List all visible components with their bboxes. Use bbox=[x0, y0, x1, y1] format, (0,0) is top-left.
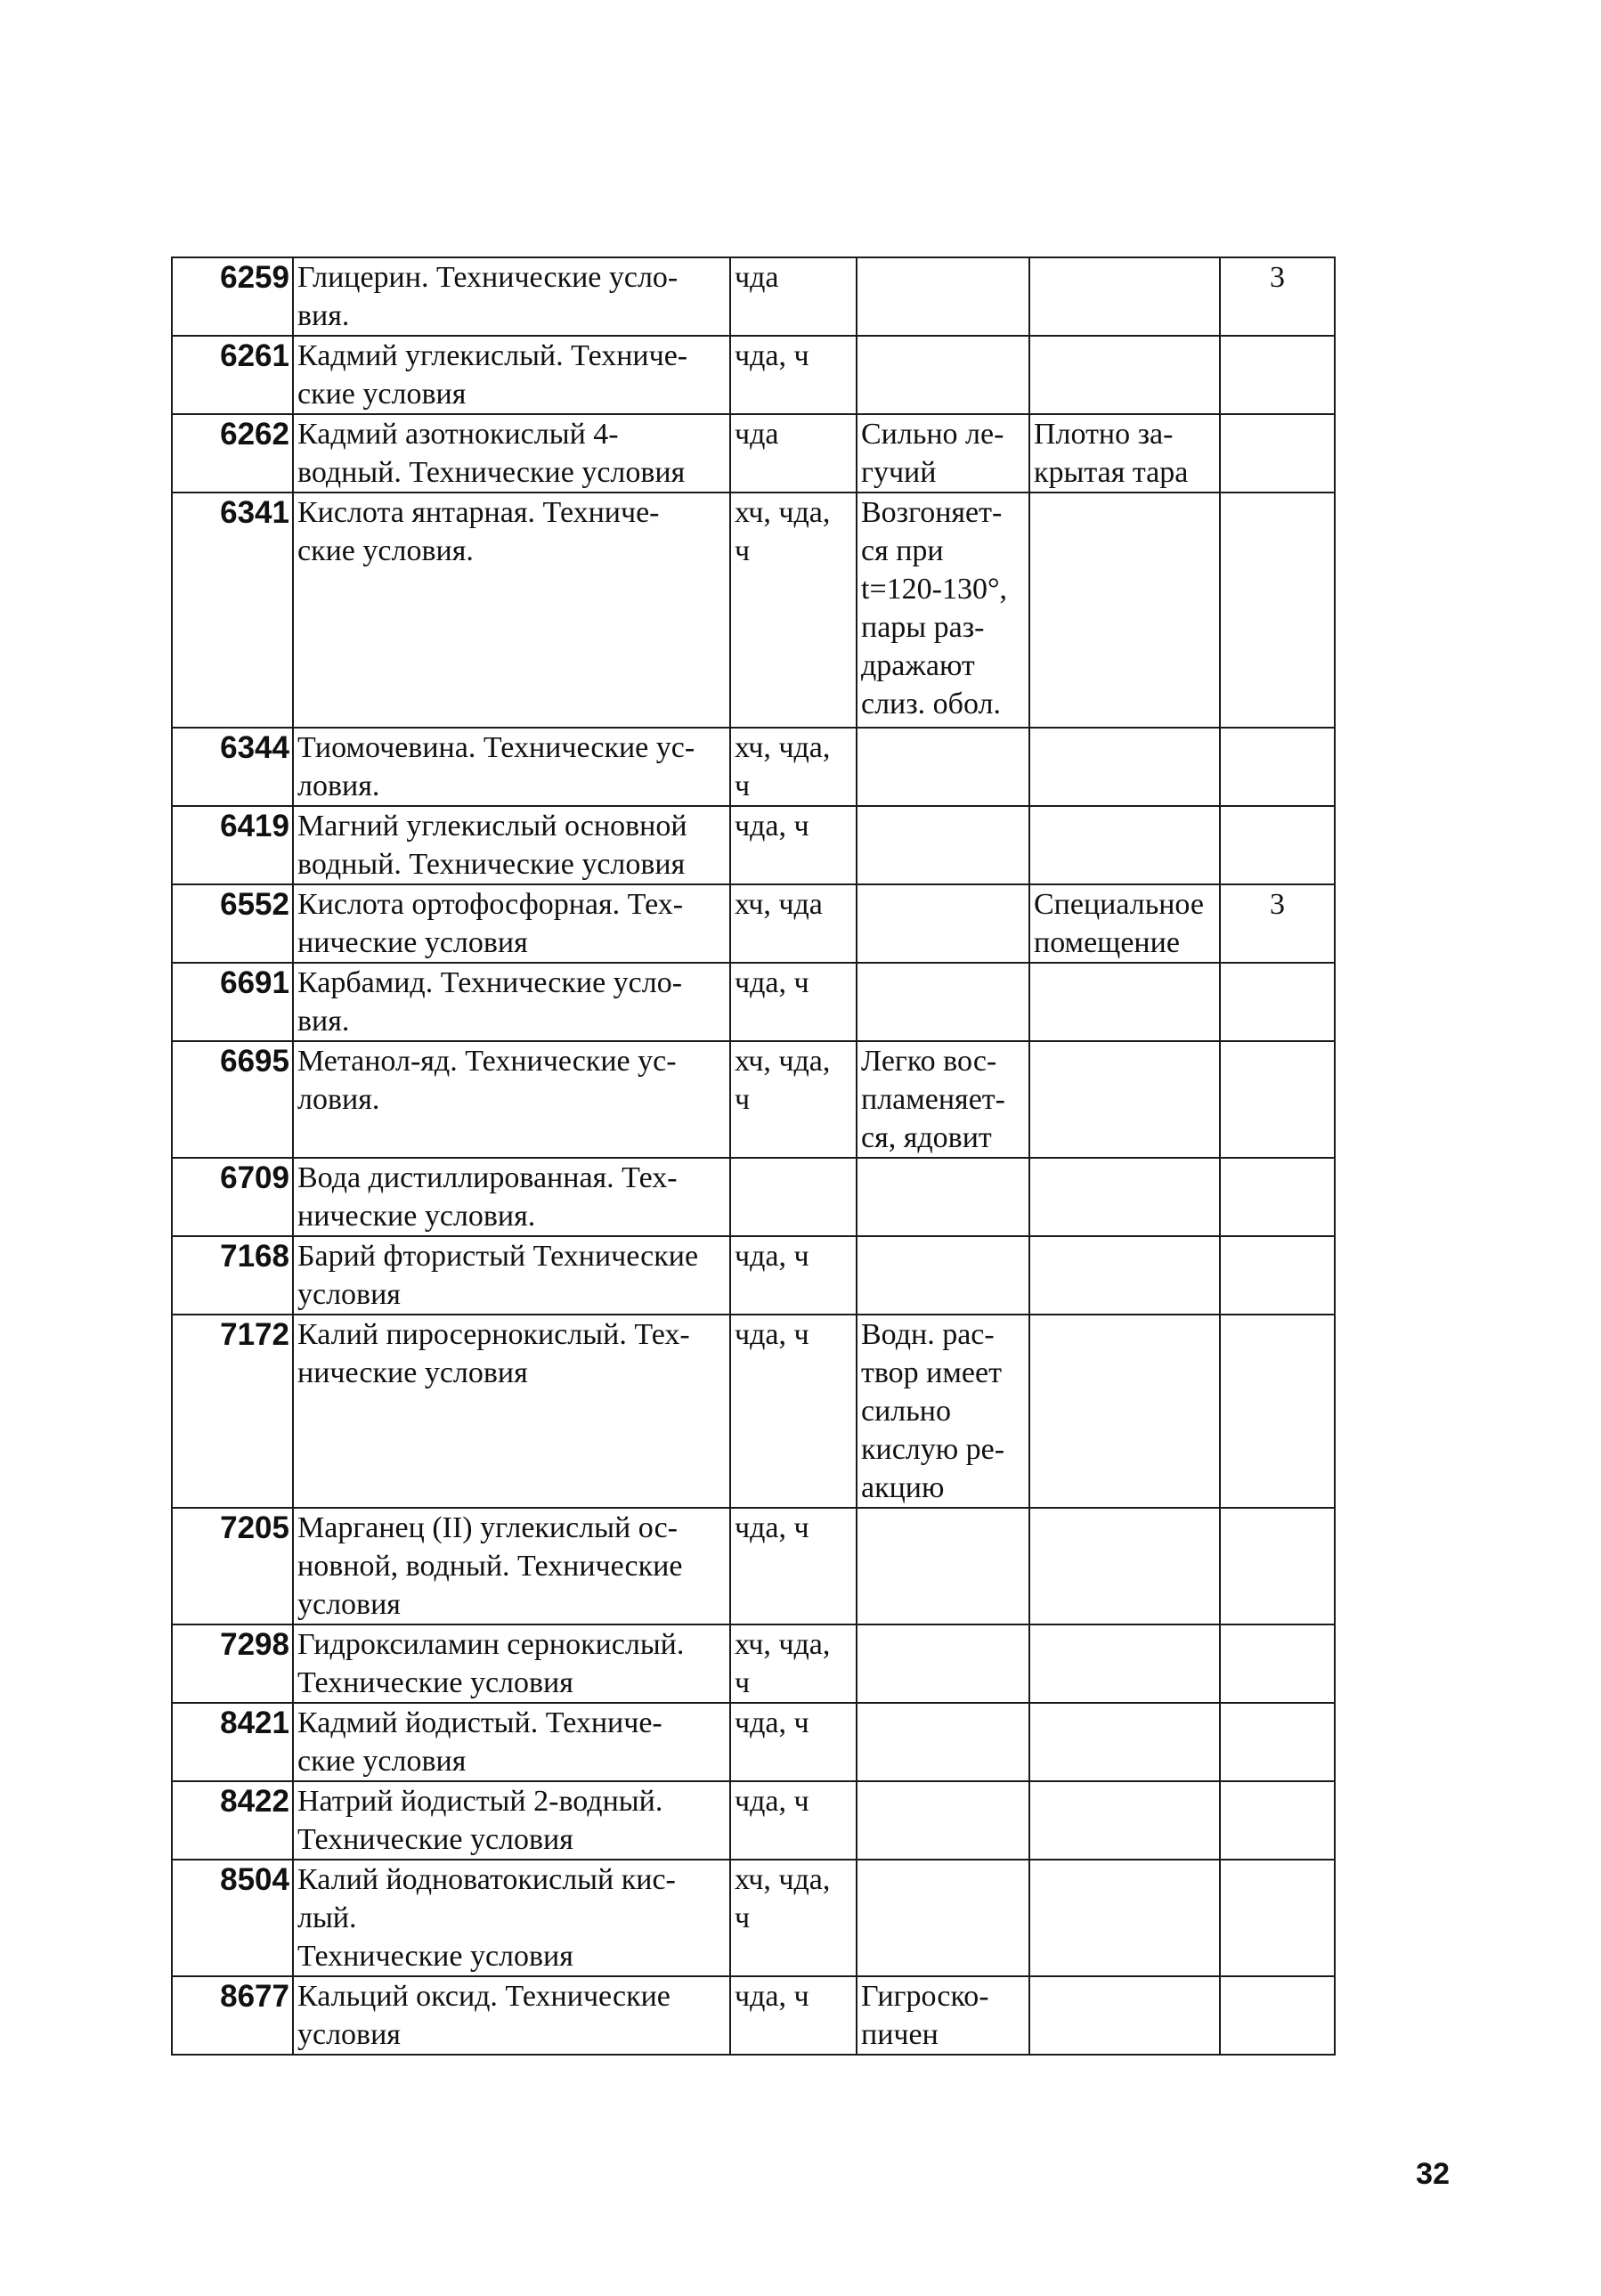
qualification-cell: чда, ч bbox=[730, 336, 857, 414]
reagent-name-cell: Метанол-яд. Технические ус- ловия. bbox=[293, 1041, 730, 1158]
class-cell bbox=[1220, 1624, 1335, 1703]
hazard-note-cell bbox=[857, 1703, 1029, 1781]
reagent-name-cell: Кадмий азотнокислый 4- водный. Технические условия bbox=[293, 414, 730, 493]
storage-note-cell: Плотно за- крытая тара bbox=[1029, 414, 1220, 493]
table-row bbox=[172, 1041, 1335, 1158]
qualification-cell: чда, ч bbox=[730, 806, 857, 884]
hazard-note-cell bbox=[857, 884, 1029, 963]
storage-note-cell bbox=[1029, 336, 1220, 414]
class-cell bbox=[1220, 414, 1335, 493]
hazard-note-cell bbox=[857, 1624, 1029, 1703]
storage-note-cell bbox=[1029, 1781, 1220, 1860]
storage-note-cell bbox=[1029, 493, 1220, 728]
storage-note-cell: Специальное помещение bbox=[1029, 884, 1220, 963]
gost-code-cell: 7298 bbox=[172, 1624, 293, 1703]
class-cell bbox=[1220, 336, 1335, 414]
gost-code-cell: 6261 bbox=[172, 336, 293, 414]
qualification-cell bbox=[730, 1158, 857, 1236]
class-cell bbox=[1220, 1236, 1335, 1315]
gost-code-cell: 8504 bbox=[172, 1860, 293, 1976]
reagent-name-cell: Глицерин. Технические усло- вия. bbox=[293, 257, 730, 336]
reagent-name-cell: Кадмий углекислый. Техниче- ские условия bbox=[293, 336, 730, 414]
storage-note-cell bbox=[1029, 1041, 1220, 1158]
hazard-note-cell bbox=[857, 1781, 1029, 1860]
gost-code-cell: 6709 bbox=[172, 1158, 293, 1236]
table-row bbox=[172, 336, 1335, 414]
table-row bbox=[172, 806, 1335, 884]
reagent-name-cell: Кальций оксид. Технические условия bbox=[293, 1976, 730, 2055]
gost-code-cell: 6691 bbox=[172, 963, 293, 1041]
qualification-cell: чда, ч bbox=[730, 1508, 857, 1624]
class-cell bbox=[1220, 1781, 1335, 1860]
hazard-note-cell bbox=[857, 806, 1029, 884]
hazard-note-cell: Легко вос- пламеняет- ся, ядовит bbox=[857, 1041, 1029, 1158]
gost-code-cell: 6695 bbox=[172, 1041, 293, 1158]
table-row bbox=[172, 1703, 1335, 1781]
qualification-cell: хч, чда, ч bbox=[730, 1860, 857, 1976]
reagent-name-cell: Калий йодноватокислый кис- лый. Технические условия bbox=[293, 1860, 730, 1976]
class-cell bbox=[1220, 1976, 1335, 2055]
hazard-note-cell bbox=[857, 257, 1029, 336]
reagent-name-cell: Вода дистиллированная. Тех- нические условия. bbox=[293, 1158, 730, 1236]
table-row bbox=[172, 1860, 1335, 1976]
storage-note-cell bbox=[1029, 1236, 1220, 1315]
gost-code-cell: 7205 bbox=[172, 1508, 293, 1624]
qualification-cell: чда, ч bbox=[730, 1236, 857, 1315]
class-cell bbox=[1220, 728, 1335, 806]
storage-note-cell bbox=[1029, 963, 1220, 1041]
hazard-note-cell bbox=[857, 1236, 1029, 1315]
storage-note-cell bbox=[1029, 728, 1220, 806]
reagent-name-cell: Кислота янтарная. Техниче- ские условия. bbox=[293, 493, 730, 728]
table-row bbox=[172, 1624, 1335, 1703]
class-cell bbox=[1220, 1158, 1335, 1236]
qualification-cell: чда bbox=[730, 257, 857, 336]
gost-code-cell: 8422 bbox=[172, 1781, 293, 1860]
qualification-cell: хч, чда, ч bbox=[730, 1041, 857, 1158]
storage-note-cell bbox=[1029, 257, 1220, 336]
gost-code-cell: 6341 bbox=[172, 493, 293, 728]
gost-code-cell: 7168 bbox=[172, 1236, 293, 1315]
table-row bbox=[172, 728, 1335, 806]
qualification-cell: чда, ч bbox=[730, 1781, 857, 1860]
hazard-note-cell bbox=[857, 1158, 1029, 1236]
class-cell bbox=[1220, 1041, 1335, 1158]
reagent-name-cell: Тиомочевина. Технические ус- ловия. bbox=[293, 728, 730, 806]
gost-code-cell: 6419 bbox=[172, 806, 293, 884]
table-body bbox=[172, 257, 1335, 2055]
gost-code-cell: 6344 bbox=[172, 728, 293, 806]
hazard-note-cell bbox=[857, 728, 1029, 806]
table-row bbox=[172, 414, 1335, 493]
table-row bbox=[172, 963, 1335, 1041]
table-row bbox=[172, 257, 1335, 336]
qualification-cell: чда, ч bbox=[730, 1315, 857, 1508]
storage-note-cell bbox=[1029, 806, 1220, 884]
class-cell bbox=[1220, 493, 1335, 728]
gost-code-cell: 8421 bbox=[172, 1703, 293, 1781]
qualification-cell: чда bbox=[730, 414, 857, 493]
storage-note-cell bbox=[1029, 1315, 1220, 1508]
class-cell bbox=[1220, 1508, 1335, 1624]
reagent-name-cell: Натрий йодистый 2-водный. Технические условия bbox=[293, 1781, 730, 1860]
gost-code-cell: 6262 bbox=[172, 414, 293, 493]
class-cell: 3 bbox=[1220, 884, 1335, 963]
storage-note-cell bbox=[1029, 1508, 1220, 1624]
gost-code-cell: 6259 bbox=[172, 257, 293, 336]
table-row bbox=[172, 1236, 1335, 1315]
gost-code-cell: 7172 bbox=[172, 1315, 293, 1508]
qualification-cell: чда, ч bbox=[730, 1976, 857, 2055]
reagent-name-cell: Магний углекислый основной водный. Технические условия bbox=[293, 806, 730, 884]
qualification-cell: чда, ч bbox=[730, 1703, 857, 1781]
qualification-cell: хч, чда, ч bbox=[730, 728, 857, 806]
qualification-cell: хч, чда, ч bbox=[730, 493, 857, 728]
hazard-note-cell bbox=[857, 336, 1029, 414]
qualification-cell: чда, ч bbox=[730, 963, 857, 1041]
qualification-cell: хч, чда, ч bbox=[730, 1624, 857, 1703]
class-cell bbox=[1220, 1860, 1335, 1976]
reagent-name-cell: Карбамид. Технические усло- вия. bbox=[293, 963, 730, 1041]
reagent-name-cell: Барий фтористый Технические условия bbox=[293, 1236, 730, 1315]
reagent-name-cell: Кадмий йодистый. Техниче- ские условия bbox=[293, 1703, 730, 1781]
table-row bbox=[172, 884, 1335, 963]
hazard-note-cell: Возгоняет- ся при t=120-130°, пары раз- дражают слиз. обол. bbox=[857, 493, 1029, 728]
page-number: 32 bbox=[1416, 2157, 1450, 2191]
gost-code-cell: 6552 bbox=[172, 884, 293, 963]
table-row bbox=[172, 1158, 1335, 1236]
class-cell bbox=[1220, 806, 1335, 884]
reagents-table bbox=[171, 256, 1336, 2056]
storage-note-cell bbox=[1029, 1860, 1220, 1976]
qualification-cell: хч, чда bbox=[730, 884, 857, 963]
reagent-name-cell: Марганец (II) углекислый ос- новной, водный. Технические условия bbox=[293, 1508, 730, 1624]
hazard-note-cell: Сильно ле- гучий bbox=[857, 414, 1029, 493]
table-row bbox=[172, 1976, 1335, 2055]
table-row bbox=[172, 493, 1335, 728]
hazard-note-cell bbox=[857, 963, 1029, 1041]
table-row bbox=[172, 1315, 1335, 1508]
class-cell: 3 bbox=[1220, 257, 1335, 336]
storage-note-cell bbox=[1029, 1624, 1220, 1703]
storage-note-cell bbox=[1029, 1976, 1220, 2055]
class-cell bbox=[1220, 963, 1335, 1041]
reagent-name-cell: Кислота ортофосфорная. Тех- нические условия bbox=[293, 884, 730, 963]
table-row bbox=[172, 1781, 1335, 1860]
reagent-name-cell: Гидроксиламин сернокислый. Технические условия bbox=[293, 1624, 730, 1703]
storage-note-cell bbox=[1029, 1703, 1220, 1781]
hazard-note-cell bbox=[857, 1508, 1029, 1624]
class-cell bbox=[1220, 1315, 1335, 1508]
reagent-name-cell: Калий пиросернокислый. Тех- нические условия bbox=[293, 1315, 730, 1508]
gost-code-cell: 8677 bbox=[172, 1976, 293, 2055]
hazard-note-cell: Гигроско- пичен bbox=[857, 1976, 1029, 2055]
hazard-note-cell bbox=[857, 1860, 1029, 1976]
hazard-note-cell: Водн. рас- твор имеет сильно кислую ре- акцию bbox=[857, 1315, 1029, 1508]
storage-note-cell bbox=[1029, 1158, 1220, 1236]
class-cell bbox=[1220, 1703, 1335, 1781]
table-row bbox=[172, 1508, 1335, 1624]
